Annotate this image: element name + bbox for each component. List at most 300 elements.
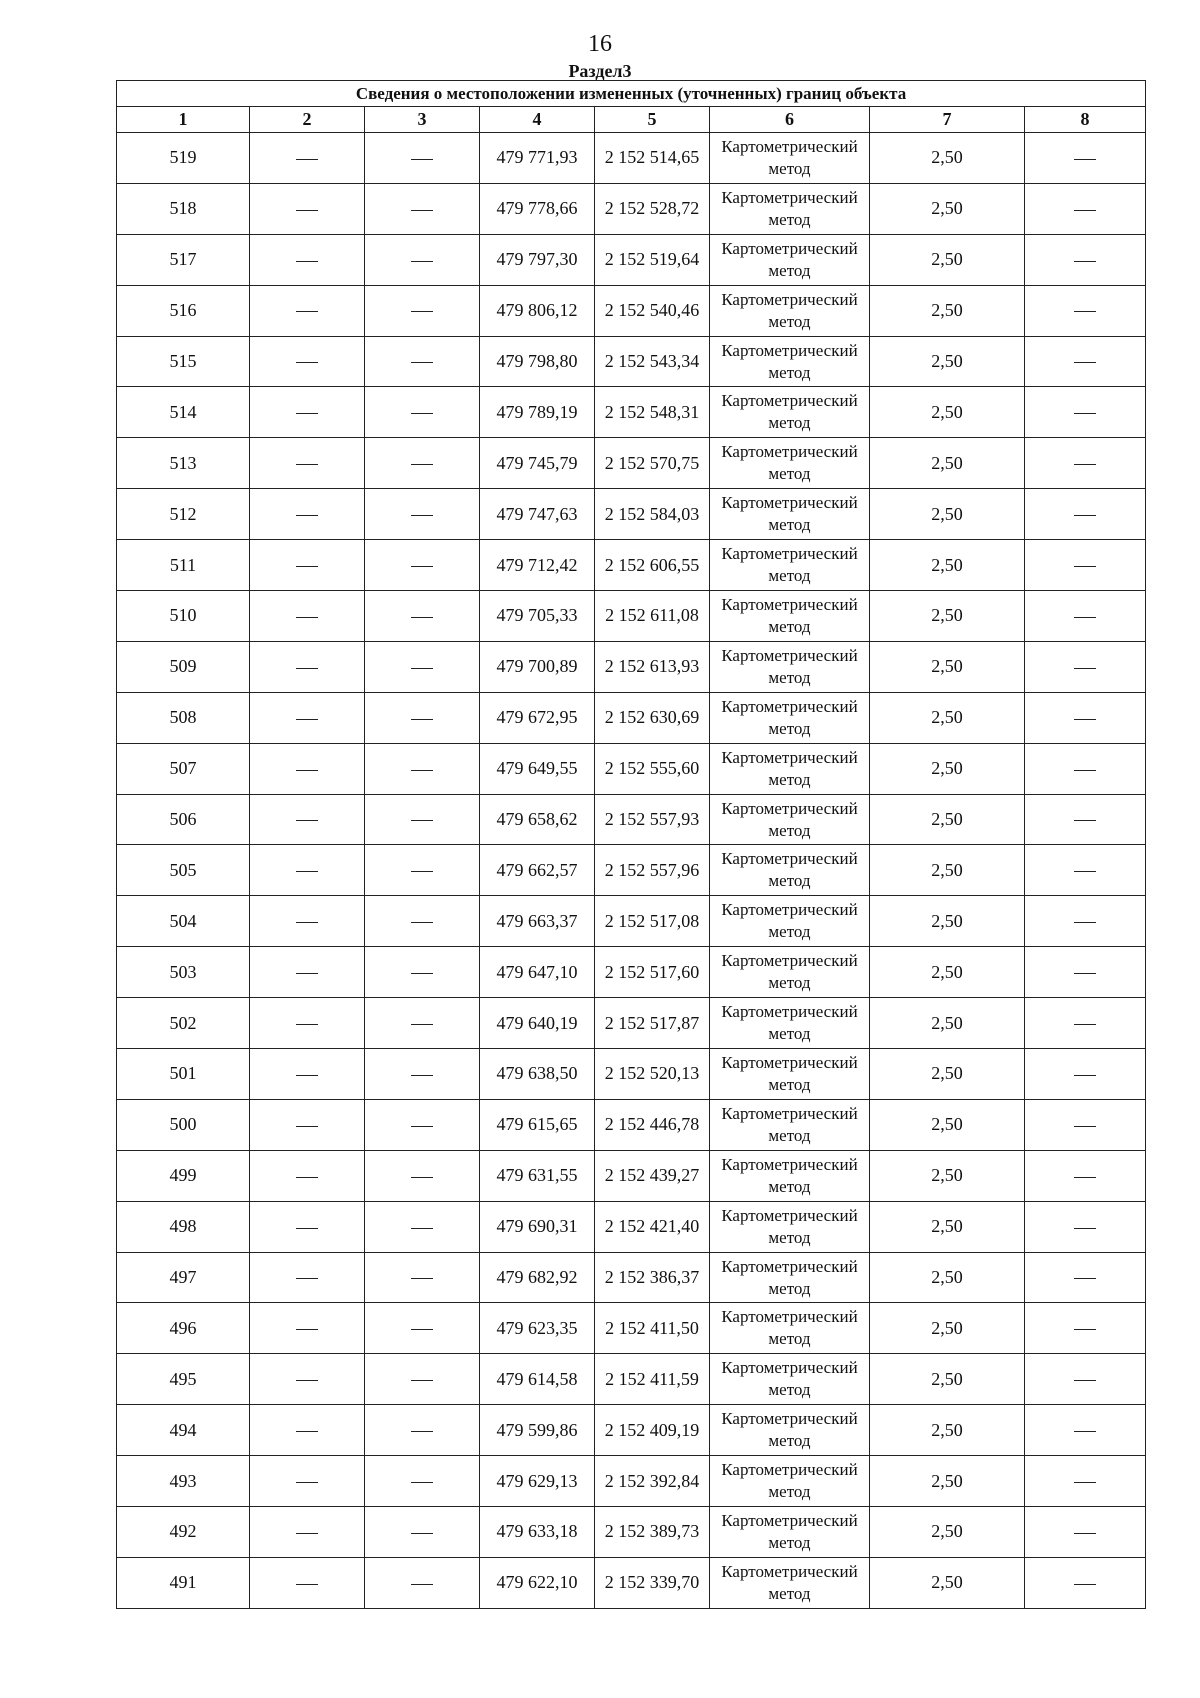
dash-mark xyxy=(1074,413,1096,414)
point-number-cell: 499 xyxy=(117,1150,250,1201)
column-8-cell xyxy=(1025,1354,1146,1405)
dash-mark xyxy=(1074,668,1096,669)
x-coordinate-cell: 479 690,31 xyxy=(480,1201,595,1252)
point-number-cell: 497 xyxy=(117,1252,250,1303)
column-3-cell xyxy=(365,845,480,896)
table-row xyxy=(117,1303,1146,1354)
accuracy-cell: 2,50 xyxy=(870,285,1025,336)
accuracy-cell: 2,50 xyxy=(870,845,1025,896)
accuracy-cell: 2,50 xyxy=(870,947,1025,998)
y-coordinate-cell: 2 152 446,78 xyxy=(595,1099,710,1150)
column-number-row xyxy=(117,107,1146,133)
dash-mark xyxy=(411,1329,433,1330)
table-row xyxy=(117,692,1146,743)
dash-mark xyxy=(1074,1278,1096,1279)
column-3-cell xyxy=(365,183,480,234)
point-number-cell: 492 xyxy=(117,1507,250,1558)
point-number-cell: 517 xyxy=(117,234,250,285)
dash-mark xyxy=(296,1329,318,1330)
column-8-cell xyxy=(1025,1557,1146,1608)
section-title: Раздел3 xyxy=(568,61,632,81)
x-coordinate-cell: 479 638,50 xyxy=(480,1049,595,1100)
dash-mark xyxy=(296,464,318,465)
table-row xyxy=(117,540,1146,591)
column-3-cell xyxy=(365,1507,480,1558)
method-cell: Картометрический метод xyxy=(710,794,870,845)
method-cell: Картометрический метод xyxy=(710,1303,870,1354)
column-8-cell xyxy=(1025,183,1146,234)
column-2-cell xyxy=(250,438,365,489)
table-row xyxy=(117,183,1146,234)
x-coordinate-cell: 479 771,93 xyxy=(480,133,595,184)
method-cell: Картометрический метод xyxy=(710,1049,870,1100)
y-coordinate-cell: 2 152 540,46 xyxy=(595,285,710,336)
column-header: 7 xyxy=(870,107,1025,133)
accuracy-cell: 2,50 xyxy=(870,641,1025,692)
dash-mark xyxy=(411,820,433,821)
table-row xyxy=(117,947,1146,998)
dash-mark xyxy=(1074,1380,1096,1381)
column-8-cell xyxy=(1025,387,1146,438)
y-coordinate-cell: 2 152 386,37 xyxy=(595,1252,710,1303)
y-coordinate-cell: 2 152 339,70 xyxy=(595,1557,710,1608)
y-coordinate-cell: 2 152 392,84 xyxy=(595,1456,710,1507)
dash-mark xyxy=(1074,922,1096,923)
y-coordinate-cell: 2 152 517,08 xyxy=(595,896,710,947)
dash-mark xyxy=(411,362,433,363)
column-3-cell xyxy=(365,336,480,387)
column-3-cell xyxy=(365,1252,480,1303)
dash-mark xyxy=(411,719,433,720)
column-2-cell xyxy=(250,133,365,184)
column-3-cell xyxy=(365,1456,480,1507)
point-number-cell: 511 xyxy=(117,540,250,591)
x-coordinate-cell: 479 615,65 xyxy=(480,1099,595,1150)
table-row xyxy=(117,1150,1146,1201)
table-row xyxy=(117,438,1146,489)
column-3-cell xyxy=(365,285,480,336)
method-cell: Картометрический метод xyxy=(710,336,870,387)
dash-mark xyxy=(411,261,433,262)
x-coordinate-cell: 479 682,92 xyxy=(480,1252,595,1303)
y-coordinate-cell: 2 152 409,19 xyxy=(595,1405,710,1456)
column-3-cell xyxy=(365,1201,480,1252)
column-2-cell xyxy=(250,743,365,794)
point-number-cell: 496 xyxy=(117,1303,250,1354)
dash-mark xyxy=(296,1126,318,1127)
accuracy-cell: 2,50 xyxy=(870,336,1025,387)
column-8-cell xyxy=(1025,540,1146,591)
column-2-cell xyxy=(250,387,365,438)
point-number-cell: 505 xyxy=(117,845,250,896)
method-cell: Картометрический метод xyxy=(710,692,870,743)
accuracy-cell: 2,50 xyxy=(870,133,1025,184)
point-number-cell: 510 xyxy=(117,591,250,642)
point-number-cell: 495 xyxy=(117,1354,250,1405)
dash-mark xyxy=(411,210,433,211)
column-3-cell xyxy=(365,896,480,947)
point-number-cell: 494 xyxy=(117,1405,250,1456)
column-3-cell xyxy=(365,947,480,998)
column-3-cell xyxy=(365,1303,480,1354)
column-3-cell xyxy=(365,692,480,743)
table-row xyxy=(117,1456,1146,1507)
column-header: 3 xyxy=(365,107,480,133)
column-8-cell xyxy=(1025,1049,1146,1100)
dash-mark xyxy=(296,1482,318,1483)
x-coordinate-cell: 479 640,19 xyxy=(480,998,595,1049)
column-2-cell xyxy=(250,845,365,896)
x-coordinate-cell: 479 747,63 xyxy=(480,489,595,540)
point-number-cell: 504 xyxy=(117,896,250,947)
method-cell: Картометрический метод xyxy=(710,896,870,947)
accuracy-cell: 2,50 xyxy=(870,591,1025,642)
method-cell: Картометрический метод xyxy=(710,845,870,896)
dash-mark xyxy=(1074,362,1096,363)
dash-mark xyxy=(296,1177,318,1178)
method-cell: Картометрический метод xyxy=(710,1150,870,1201)
method-cell: Картометрический метод xyxy=(710,285,870,336)
x-coordinate-cell: 479 623,35 xyxy=(480,1303,595,1354)
accuracy-cell: 2,50 xyxy=(870,998,1025,1049)
x-coordinate-cell: 479 798,80 xyxy=(480,336,595,387)
dash-mark xyxy=(296,261,318,262)
dash-mark xyxy=(1074,1024,1096,1025)
x-coordinate-cell: 479 672,95 xyxy=(480,692,595,743)
dash-mark xyxy=(411,1380,433,1381)
y-coordinate-cell: 2 152 630,69 xyxy=(595,692,710,743)
column-2-cell xyxy=(250,540,365,591)
method-cell: Картометрический метод xyxy=(710,1405,870,1456)
table-row xyxy=(117,489,1146,540)
boundary-coordinates-table xyxy=(116,80,1146,1609)
dash-mark xyxy=(296,1024,318,1025)
table-row xyxy=(117,1354,1146,1405)
dash-mark xyxy=(1074,871,1096,872)
accuracy-cell: 2,50 xyxy=(870,1099,1025,1150)
accuracy-cell: 2,50 xyxy=(870,794,1025,845)
dash-mark xyxy=(1074,515,1096,516)
column-8-cell xyxy=(1025,133,1146,184)
column-3-cell xyxy=(365,133,480,184)
y-coordinate-cell: 2 152 517,87 xyxy=(595,998,710,1049)
dash-mark xyxy=(296,159,318,160)
column-8-cell xyxy=(1025,845,1146,896)
point-number-cell: 491 xyxy=(117,1557,250,1608)
y-coordinate-cell: 2 152 520,13 xyxy=(595,1049,710,1100)
x-coordinate-cell: 479 631,55 xyxy=(480,1150,595,1201)
x-coordinate-cell: 479 662,57 xyxy=(480,845,595,896)
method-cell: Картометрический метод xyxy=(710,641,870,692)
point-number-cell: 509 xyxy=(117,641,250,692)
column-header: 5 xyxy=(595,107,710,133)
column-8-cell xyxy=(1025,1507,1146,1558)
column-8-cell xyxy=(1025,641,1146,692)
table-row xyxy=(117,1099,1146,1150)
column-8-cell xyxy=(1025,998,1146,1049)
y-coordinate-cell: 2 152 555,60 xyxy=(595,743,710,794)
y-coordinate-cell: 2 152 570,75 xyxy=(595,438,710,489)
dash-mark xyxy=(411,566,433,567)
dash-mark xyxy=(296,820,318,821)
column-3-cell xyxy=(365,591,480,642)
column-8-cell xyxy=(1025,1099,1146,1150)
dash-mark xyxy=(411,1533,433,1534)
y-coordinate-cell: 2 152 439,27 xyxy=(595,1150,710,1201)
point-number-cell: 503 xyxy=(117,947,250,998)
x-coordinate-cell: 479 778,66 xyxy=(480,183,595,234)
column-8-cell xyxy=(1025,794,1146,845)
column-8-cell xyxy=(1025,1252,1146,1303)
column-3-cell xyxy=(365,1354,480,1405)
x-coordinate-cell: 479 647,10 xyxy=(480,947,595,998)
column-2-cell xyxy=(250,183,365,234)
accuracy-cell: 2,50 xyxy=(870,1150,1025,1201)
dash-mark xyxy=(411,413,433,414)
table-row xyxy=(117,896,1146,947)
accuracy-cell: 2,50 xyxy=(870,896,1025,947)
y-coordinate-cell: 2 152 613,93 xyxy=(595,641,710,692)
column-2-cell xyxy=(250,1150,365,1201)
method-cell: Картометрический метод xyxy=(710,133,870,184)
dash-mark xyxy=(411,515,433,516)
table-row xyxy=(117,1507,1146,1558)
method-cell: Картометрический метод xyxy=(710,947,870,998)
accuracy-cell: 2,50 xyxy=(870,692,1025,743)
table-row xyxy=(117,285,1146,336)
accuracy-cell: 2,50 xyxy=(870,1049,1025,1100)
x-coordinate-cell: 479 629,13 xyxy=(480,1456,595,1507)
y-coordinate-cell: 2 152 557,96 xyxy=(595,845,710,896)
dash-mark xyxy=(296,668,318,669)
column-3-cell xyxy=(365,438,480,489)
column-2-cell xyxy=(250,1099,365,1150)
dash-mark xyxy=(296,1228,318,1229)
point-number-cell: 506 xyxy=(117,794,250,845)
dash-mark xyxy=(296,1584,318,1585)
column-3-cell xyxy=(365,1557,480,1608)
dash-mark xyxy=(411,311,433,312)
point-number-cell: 500 xyxy=(117,1099,250,1150)
column-2-cell xyxy=(250,1303,365,1354)
column-header: 2 xyxy=(250,107,365,133)
column-8-cell xyxy=(1025,1150,1146,1201)
column-2-cell xyxy=(250,1405,365,1456)
table-row xyxy=(117,133,1146,184)
y-coordinate-cell: 2 152 411,50 xyxy=(595,1303,710,1354)
method-cell: Картометрический метод xyxy=(710,1507,870,1558)
column-2-cell xyxy=(250,1201,365,1252)
method-cell: Картометрический метод xyxy=(710,591,870,642)
accuracy-cell: 2,50 xyxy=(870,1507,1025,1558)
point-number-cell: 516 xyxy=(117,285,250,336)
dash-mark xyxy=(411,1075,433,1076)
dash-mark xyxy=(296,973,318,974)
dash-mark xyxy=(296,413,318,414)
dash-mark xyxy=(296,566,318,567)
x-coordinate-cell: 479 806,12 xyxy=(480,285,595,336)
point-number-cell: 518 xyxy=(117,183,250,234)
point-number-cell: 519 xyxy=(117,133,250,184)
point-number-cell: 512 xyxy=(117,489,250,540)
column-3-cell xyxy=(365,387,480,438)
y-coordinate-cell: 2 152 421,40 xyxy=(595,1201,710,1252)
y-coordinate-cell: 2 152 389,73 xyxy=(595,1507,710,1558)
x-coordinate-cell: 479 622,10 xyxy=(480,1557,595,1608)
accuracy-cell: 2,50 xyxy=(870,438,1025,489)
dash-mark xyxy=(1074,617,1096,618)
dash-mark xyxy=(1074,311,1096,312)
column-8-cell xyxy=(1025,1201,1146,1252)
method-cell: Картометрический метод xyxy=(710,1456,870,1507)
column-2-cell xyxy=(250,692,365,743)
column-8-cell xyxy=(1025,234,1146,285)
column-2-cell xyxy=(250,489,365,540)
point-number-cell: 515 xyxy=(117,336,250,387)
dash-mark xyxy=(1074,1329,1096,1330)
accuracy-cell: 2,50 xyxy=(870,743,1025,794)
accuracy-cell: 2,50 xyxy=(870,1456,1025,1507)
column-2-cell xyxy=(250,794,365,845)
method-cell: Картометрический метод xyxy=(710,1252,870,1303)
column-8-cell xyxy=(1025,896,1146,947)
point-number-cell: 501 xyxy=(117,1049,250,1100)
point-number-cell: 507 xyxy=(117,743,250,794)
table-row xyxy=(117,743,1146,794)
y-coordinate-cell: 2 152 611,08 xyxy=(595,591,710,642)
dash-mark xyxy=(1074,464,1096,465)
column-2-cell xyxy=(250,947,365,998)
dash-mark xyxy=(1074,770,1096,771)
y-coordinate-cell: 2 152 548,31 xyxy=(595,387,710,438)
table-row xyxy=(117,591,1146,642)
dash-mark xyxy=(1074,1126,1096,1127)
accuracy-cell: 2,50 xyxy=(870,1557,1025,1608)
dash-mark xyxy=(1074,1431,1096,1432)
dash-mark xyxy=(296,210,318,211)
column-2-cell xyxy=(250,1354,365,1405)
dash-mark xyxy=(296,1075,318,1076)
column-2-cell xyxy=(250,1507,365,1558)
method-cell: Картометрический метод xyxy=(710,1099,870,1150)
dash-mark xyxy=(296,311,318,312)
accuracy-cell: 2,50 xyxy=(870,540,1025,591)
dash-mark xyxy=(296,871,318,872)
column-3-cell xyxy=(365,540,480,591)
y-coordinate-cell: 2 152 528,72 xyxy=(595,183,710,234)
point-number-cell: 513 xyxy=(117,438,250,489)
column-3-cell xyxy=(365,743,480,794)
dash-mark xyxy=(1074,566,1096,567)
column-8-cell xyxy=(1025,1456,1146,1507)
method-cell: Картометрический метод xyxy=(710,234,870,285)
x-coordinate-cell: 479 614,58 xyxy=(480,1354,595,1405)
table-row xyxy=(117,234,1146,285)
dash-mark xyxy=(411,1584,433,1585)
accuracy-cell: 2,50 xyxy=(870,1405,1025,1456)
y-coordinate-cell: 2 152 584,03 xyxy=(595,489,710,540)
x-coordinate-cell: 479 658,62 xyxy=(480,794,595,845)
column-3-cell xyxy=(365,794,480,845)
y-coordinate-cell: 2 152 514,65 xyxy=(595,133,710,184)
column-8-cell xyxy=(1025,1405,1146,1456)
column-2-cell xyxy=(250,998,365,1049)
column-3-cell xyxy=(365,234,480,285)
column-8-cell xyxy=(1025,1303,1146,1354)
x-coordinate-cell: 479 649,55 xyxy=(480,743,595,794)
column-2-cell xyxy=(250,285,365,336)
dash-mark xyxy=(411,668,433,669)
x-coordinate-cell: 479 745,79 xyxy=(480,438,595,489)
column-8-cell xyxy=(1025,336,1146,387)
column-8-cell xyxy=(1025,489,1146,540)
table-row xyxy=(117,794,1146,845)
dash-mark xyxy=(296,515,318,516)
y-coordinate-cell: 2 152 519,64 xyxy=(595,234,710,285)
method-cell: Картометрический метод xyxy=(710,183,870,234)
column-8-cell xyxy=(1025,947,1146,998)
column-3-cell xyxy=(365,1405,480,1456)
table-body xyxy=(117,133,1146,1609)
column-3-cell xyxy=(365,641,480,692)
dash-mark xyxy=(1074,820,1096,821)
table-row xyxy=(117,1557,1146,1608)
column-2-cell xyxy=(250,1557,365,1608)
dash-mark xyxy=(1074,159,1096,160)
dash-mark xyxy=(1074,1228,1096,1229)
column-3-cell xyxy=(365,1049,480,1100)
column-2-cell xyxy=(250,234,365,285)
dash-mark xyxy=(296,922,318,923)
dash-mark xyxy=(411,1228,433,1229)
table-row xyxy=(117,1252,1146,1303)
dash-mark xyxy=(296,1533,318,1534)
y-coordinate-cell: 2 152 517,60 xyxy=(595,947,710,998)
point-number-cell: 502 xyxy=(117,998,250,1049)
column-3-cell xyxy=(365,489,480,540)
method-cell: Картометрический метод xyxy=(710,1354,870,1405)
dash-mark xyxy=(1074,1075,1096,1076)
dash-mark xyxy=(296,770,318,771)
dash-mark xyxy=(411,1278,433,1279)
page-number: 16 xyxy=(588,31,612,57)
dash-mark xyxy=(411,1431,433,1432)
x-coordinate-cell: 479 705,33 xyxy=(480,591,595,642)
dash-mark xyxy=(296,1380,318,1381)
column-2-cell xyxy=(250,641,365,692)
method-cell: Картометрический метод xyxy=(710,998,870,1049)
dash-mark xyxy=(1074,719,1096,720)
column-8-cell xyxy=(1025,743,1146,794)
point-number-cell: 508 xyxy=(117,692,250,743)
dash-mark xyxy=(1074,1177,1096,1178)
x-coordinate-cell: 479 700,89 xyxy=(480,641,595,692)
dash-mark xyxy=(411,871,433,872)
dash-mark xyxy=(296,719,318,720)
point-number-cell: 514 xyxy=(117,387,250,438)
dash-mark xyxy=(411,464,433,465)
dash-mark xyxy=(1074,261,1096,262)
method-cell: Картометрический метод xyxy=(710,438,870,489)
table-row xyxy=(117,641,1146,692)
column-2-cell xyxy=(250,896,365,947)
table-row xyxy=(117,387,1146,438)
column-3-cell xyxy=(365,1150,480,1201)
table-row xyxy=(117,1405,1146,1456)
table-caption: Сведения о местоположении измененных (уточненных) границ объекта xyxy=(117,81,1146,107)
dash-mark xyxy=(411,770,433,771)
dash-mark xyxy=(1074,210,1096,211)
